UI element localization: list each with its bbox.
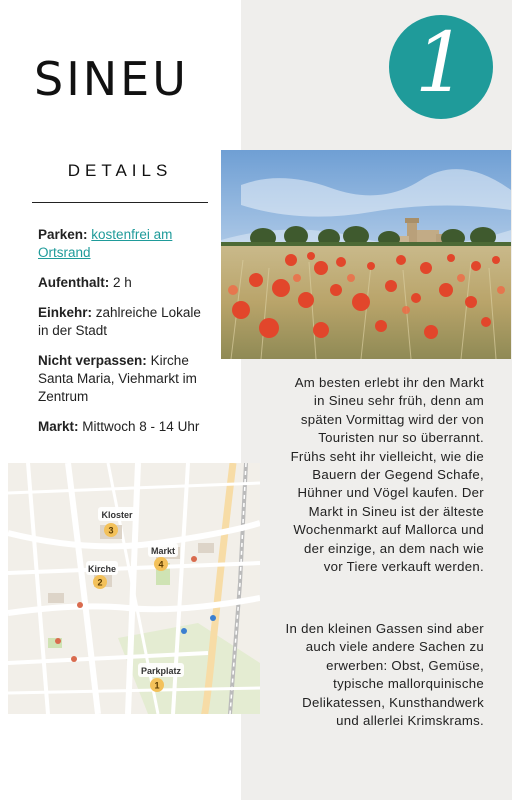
detail-parken xyxy=(38,226,208,262)
detail-label: Aufenthalt: xyxy=(38,275,110,290)
map-marker-label: Parkplatz xyxy=(140,666,182,676)
map-marker-label: Kloster xyxy=(101,510,133,520)
detail-value: 2 h xyxy=(113,275,132,290)
detail-label: Parken: xyxy=(38,227,88,242)
details-divider xyxy=(32,202,208,203)
detail-markt xyxy=(38,418,208,436)
detail-einkehr xyxy=(38,304,208,340)
map-marker-label: Markt xyxy=(150,546,176,556)
number-badge xyxy=(389,15,493,119)
paragraph-markt: Am besten erlebt ihr den Markt in Sineu sehr früh, denn am späten Vormittag wird der von Touristen nur so überrannt. Frühs seht ihr vielleicht, wie die Bauern der Gegend Schafe, Hühner und Vögel kaufen. Der Markt in Sineu ist der älteste Wochenmarkt auf Mallorca und der einzige, an dem nach wie vor Tiere verkauft werden. xyxy=(290,375,484,575)
detail-value: zahlreiche Lokale in der Stadt xyxy=(38,305,201,338)
map-marker-label: Kirche xyxy=(87,564,117,574)
map-marker-number: 2 xyxy=(97,577,103,588)
parken-link[interactable]: kostenfrei am Ortsrand xyxy=(38,227,173,260)
paragraph-gassen: In den kleinen Gassen sind aber auch viele andere Sachen zu erwerben: Obst, Gemüse, typische mallorquinische Delikatessen, Kunsthandwerk und allerlei Krimskrams. xyxy=(285,621,484,729)
poppy-field-photo xyxy=(221,150,511,359)
details-heading: DETAILS xyxy=(67,161,173,180)
detail-label: Markt: xyxy=(38,419,79,434)
poppy-field-illustration xyxy=(221,150,511,359)
detail-nicht-verpassen xyxy=(38,352,208,406)
map-marker-number: 1 xyxy=(154,680,160,691)
details-list xyxy=(38,226,208,448)
detail-label: Einkehr: xyxy=(38,305,93,320)
town-map[interactable] xyxy=(8,463,260,714)
badge-number: 1 xyxy=(414,16,468,111)
map-illustration xyxy=(8,463,260,714)
detail-value: Kirche Santa Maria, Viehmarkt im Zentrum xyxy=(38,353,197,404)
detail-value: Mittwoch 8 - 14 Uhr xyxy=(82,419,200,434)
map-marker-number: 3 xyxy=(108,525,114,536)
detail-aufenthalt xyxy=(38,274,208,292)
page-title: SINEU xyxy=(34,52,189,106)
map-marker-number: 4 xyxy=(158,559,164,570)
detail-label: Nicht verpassen: xyxy=(38,353,147,368)
